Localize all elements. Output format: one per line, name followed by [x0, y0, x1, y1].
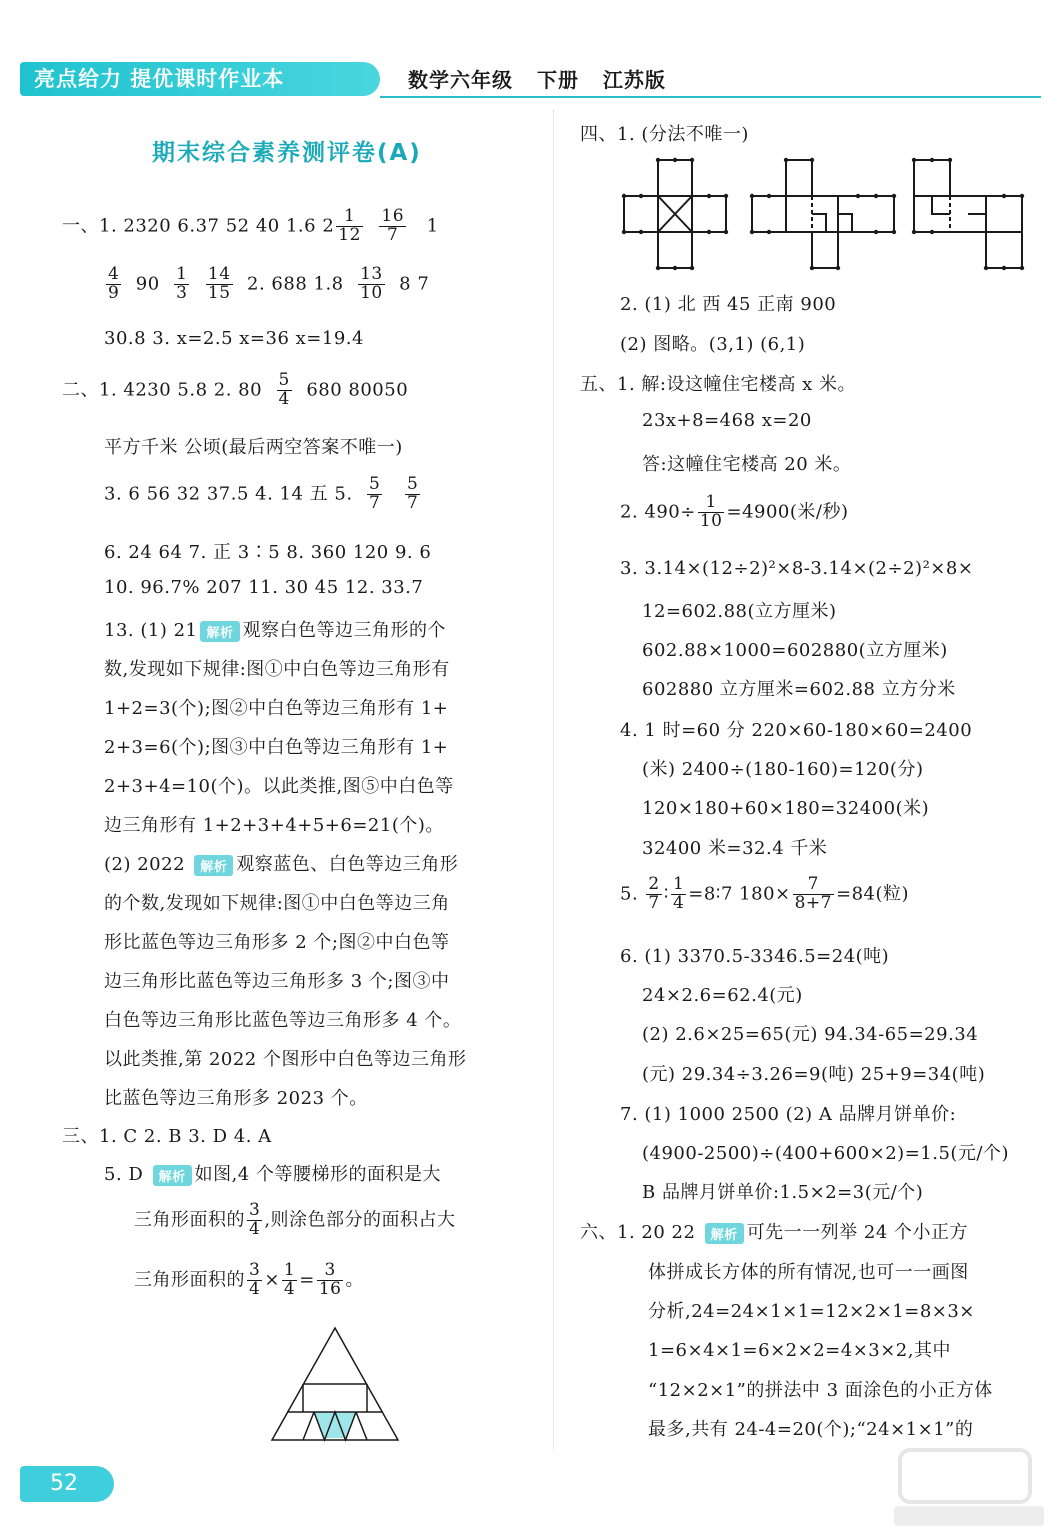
triangle-figure — [270, 1326, 400, 1442]
answer-line: 以此类推,第 2022 个图形中白色等边三角形 — [104, 1049, 467, 1070]
answer-line: 二、1. 4230 5.8 2. 80 $\frac{5}{4}$ 680 80050 — [62, 370, 409, 409]
fraction: $\frac{1}{4}$ — [672, 874, 685, 913]
answer-line: 答:这幢住宅楼高 20 米。 — [642, 454, 852, 475]
answer-line: 32400 米=32.4 千米 — [642, 838, 828, 859]
fraction: $\frac{3}{4}$ — [249, 1260, 261, 1299]
answer-line: 平方千米 公顷(最后两空答案不唯一) — [104, 437, 403, 458]
answer-line: 4. 1 时=60 分 220×60-180×60=2400 — [620, 720, 973, 741]
answer-line: 三、1. C 2. B 3. D 4. A — [62, 1126, 272, 1147]
answer-line: 的个数,发现如下规律:图①中白色等边三角 — [104, 893, 450, 914]
fraction: $\frac{7}{8+7}$ — [794, 874, 832, 913]
answer-line: 602880 立方厘米=602.88 立方分米 — [642, 679, 956, 700]
fraction: $\frac{16}{7}$ — [381, 206, 405, 245]
answer-line: 五、1. 解:设这幢住宅楼高 x 米。 — [580, 374, 857, 395]
fraction: $\frac{1}{3}$ — [176, 264, 188, 303]
answer-line: 分析,24=24×1×1=12×2×1=8×3× — [648, 1301, 975, 1322]
answer-line: B 品牌月饼单价:1.5×2=3(元/个) — [642, 1182, 924, 1203]
page-number: 52 — [20, 1466, 114, 1502]
answer-line: 13. (1) 21 解析 观察白色等边三角形的个 — [104, 620, 446, 641]
answer-line: 6. 24 64 7. 正 3∶5 8. 360 120 9. 6 — [104, 542, 432, 563]
page-title: 期末综合素养测评卷(A) — [152, 140, 422, 166]
answer-line: (米) 2400÷(180-160)=120(分) — [642, 759, 924, 780]
answer-line: 体拼成长方体的所有情况,也可一一画图 — [648, 1262, 969, 1283]
answer-line: 四、1. (分法不唯一) — [580, 124, 749, 145]
fraction: $\frac{3}{16}$ — [318, 1260, 342, 1299]
fraction: $\frac{5}{7}$ — [369, 474, 381, 513]
fraction: $\frac{1}{12}$ — [338, 206, 361, 245]
answer-line: 2. (1) 北 西 45 正南 900 — [620, 294, 837, 315]
answer-line: 5. $\frac{2}{7}$ ∶ $\frac{1}{4}$ =8∶7 180× $\frac{7}{8+7}$ =84(粒) — [620, 874, 910, 913]
column-divider — [553, 110, 554, 1450]
fraction: $\frac{4}{9}$ — [108, 264, 120, 303]
answer-line: 一、1. 2320 6.37 52 40 1.6 2 $\frac{1}{12}$ $\frac{16}{7}$ 1 — [62, 206, 439, 245]
answer-line: $\frac{4}{9}$ 90 $\frac{1}{3}$ $\frac{14}{15}$ 2. 688 1.8 $\frac{13}{10}$ 8 7 — [108, 264, 430, 303]
fraction: $\frac{5}{7}$ — [407, 474, 419, 513]
fraction: $\frac{1}{4}$ — [283, 1260, 296, 1299]
answer-line: 2+3+4=10(个)。以此类推,图⑤中白色等 — [104, 776, 454, 797]
answer-line: 12=602.88(立方厘米) — [642, 601, 837, 622]
answer-line: “12×2×1”的拼法中 3 面涂色的小正方体 — [648, 1380, 993, 1401]
analysis-tag: 解析 — [194, 855, 233, 876]
fraction: $\frac{2}{7}$ — [648, 874, 660, 913]
answer-line: 比蓝色等边三角形多 2023 个。 — [104, 1088, 368, 1109]
subject-header: 数学六年级 下册 江苏版 — [408, 68, 666, 92]
answer-line: 三角形面积的 $\frac{3}{4}$ ,则涂色部分的面积占大 — [134, 1200, 456, 1239]
watermark-logo — [880, 1440, 1050, 1530]
answer-line: 三角形面积的 $\frac{3}{4}$ × $\frac{1}{4}$ = $\frac{3}{16}$ 。 — [134, 1260, 364, 1299]
fraction: $\frac{13}{10}$ — [360, 264, 383, 303]
answer-line: (2) 图略。(3,1) (6,1) — [620, 334, 806, 355]
answer-line: 3. 3.14×(12÷2)²×8-3.14×(2÷2)²×8× — [620, 558, 974, 579]
answer-line: 23x+8=468 x=20 — [642, 410, 812, 431]
answer-line: 5. D 解析 如图,4 个等腰梯形的面积是大 — [104, 1164, 441, 1185]
answer-line: 数,发现如下规律:图①中白色等边三角形有 — [104, 659, 450, 680]
answer-line: 2+3=6(个);图③中白色等边三角形有 1+ — [104, 737, 449, 758]
header-rule — [380, 96, 1041, 98]
answer-line: 30.8 3. x=2.5 x=36 x=19.4 — [104, 328, 364, 349]
brand-banner: 亮点给力 提优课时作业本 — [20, 62, 380, 96]
fraction: $\frac{3}{4}$ — [249, 1200, 261, 1239]
answer-line: 边三角形有 1+2+3+4+5+6=21(个)。 — [104, 815, 444, 836]
answer-line: 白色等边三角形比蓝色等边三角形多 4 个。 — [104, 1010, 462, 1031]
fraction: $\frac{14}{15}$ — [207, 264, 231, 303]
answer-line: (2) 2022 解析 观察蓝色、白色等边三角形 — [104, 854, 459, 875]
analysis-tag: 解析 — [705, 1223, 744, 1244]
answer-line: 120×180+60×180=32400(米) — [642, 798, 930, 819]
cube-net-figures — [618, 156, 1030, 272]
answer-line: 形比蓝色等边三角形多 2 个;图②中白色等 — [104, 932, 450, 953]
answer-line: 10. 96.7% 207 11. 30 45 12. 33.7 — [104, 577, 424, 598]
answer-line: 边三角形比蓝色等边三角形多 3 个;图③中 — [104, 971, 450, 992]
answer-line: 7. (1) 1000 2500 (2) A 品牌月饼单价: — [620, 1104, 957, 1125]
answer-line: (元) 29.34÷3.26=9(吨) 25+9=34(吨) — [642, 1064, 986, 1085]
answer-line: 24×2.6=62.4(元) — [642, 985, 803, 1006]
analysis-tag: 解析 — [153, 1165, 192, 1186]
answer-line: 六、1. 20 22 解析 可先一一列举 24 个小正方 — [580, 1222, 969, 1243]
answer-line: 1=6×4×1=6×2×2=4×3×2,其中 — [648, 1340, 951, 1361]
answer-line: 最多,共有 24-4=20(个);“24×1×1”的 — [648, 1419, 974, 1440]
fraction: $\frac{5}{4}$ — [278, 370, 290, 409]
answer-line: (4900-2500)÷(400+600×2)=1.5(元/个) — [642, 1143, 1010, 1164]
answer-line: 2. 490÷ $\frac{1}{10}$ =4900(米/秒) — [620, 492, 849, 531]
answer-line: (2) 2.6×25=65(元) 94.34-65=29.34 — [642, 1024, 979, 1045]
answer-line: 6. (1) 3370.5-3346.5=24(吨) — [620, 946, 890, 967]
answer-line: 602.88×1000=602880(立方厘米) — [642, 640, 948, 661]
fraction: $\frac{1}{10}$ — [699, 492, 723, 531]
answer-line: 3. 6 56 32 37.5 4. 14 五 5. $\frac{5}{7}$ $\frac{5}{7}$ — [104, 474, 419, 513]
answer-line: 1+2=3(个);图②中白色等边三角形有 1+ — [104, 698, 449, 719]
analysis-tag: 解析 — [200, 621, 239, 642]
